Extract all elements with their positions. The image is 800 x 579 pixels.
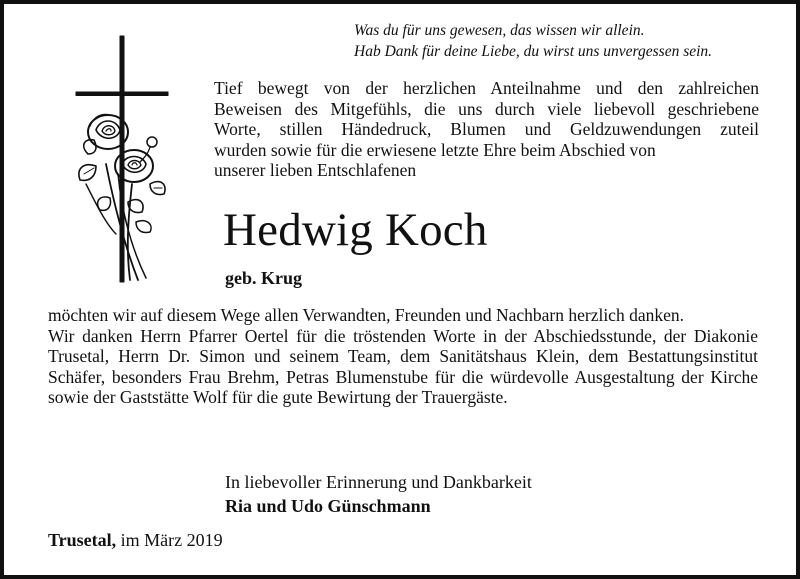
intro-line: Worte, stillen Händedruck, Blumen und Geldzuwendungen zuteil bbox=[214, 119, 759, 139]
thanks-paragraph: Wir danken Herrn Pfarrer Oertel für die tröstenden Worte in der Abschiedsstunde, der Diakonie Trusetal, Herrn Dr. Simon und seinem Team, dem Sanitätshaus Klein, dem Bestattungsinstitut Schäfer, besonders Frau Brehm, Petras Blumenstube für die würdevolle Ausgestaltung der Kirche sowie der Gaststätte Wolf für die gute Bewirtung der Trauergäste. bbox=[48, 325, 758, 408]
thanks-text bbox=[48, 305, 758, 408]
place-city: Trusetal, bbox=[48, 530, 117, 550]
closing-text: In liebevoller Erinnerung und Dankbarkeit bbox=[225, 472, 532, 492]
deceased-name: Hedwig Koch bbox=[223, 204, 488, 256]
thanks-paragraph: möchten wir auf diesem Wege allen Verwandten, Freunden und Nachbarn herzlich danken. bbox=[48, 305, 684, 325]
maiden-name: geb. Krug bbox=[225, 268, 303, 288]
cross-with-roses-icon bbox=[66, 34, 176, 294]
place-date bbox=[48, 530, 223, 551]
intro-line: unserer lieben Entschlafenen bbox=[214, 160, 417, 180]
intro-line: Beweisen des Mitgefühls, die uns durch viele liebevoll geschriebene bbox=[214, 98, 759, 119]
quote-line: Hab Dank für deine Liebe, du wirst uns unvergessen sein. bbox=[354, 43, 713, 60]
quote-line: Was du für uns gewesen, das wissen wir allein. bbox=[354, 22, 645, 39]
memorial-quote bbox=[354, 20, 774, 62]
intro-line: wurden sowie für die erwiesene letzte Ehre beim Abschied von bbox=[214, 139, 656, 160]
place-date-text: im März 2019 bbox=[120, 530, 223, 550]
intro-text bbox=[214, 78, 759, 181]
signers: Ria und Udo Günschmann bbox=[225, 496, 431, 516]
closing-block bbox=[225, 470, 532, 518]
intro-line: Tief bewegt von der herzlichen Anteilnahme und den zahlreichen bbox=[214, 78, 759, 98]
